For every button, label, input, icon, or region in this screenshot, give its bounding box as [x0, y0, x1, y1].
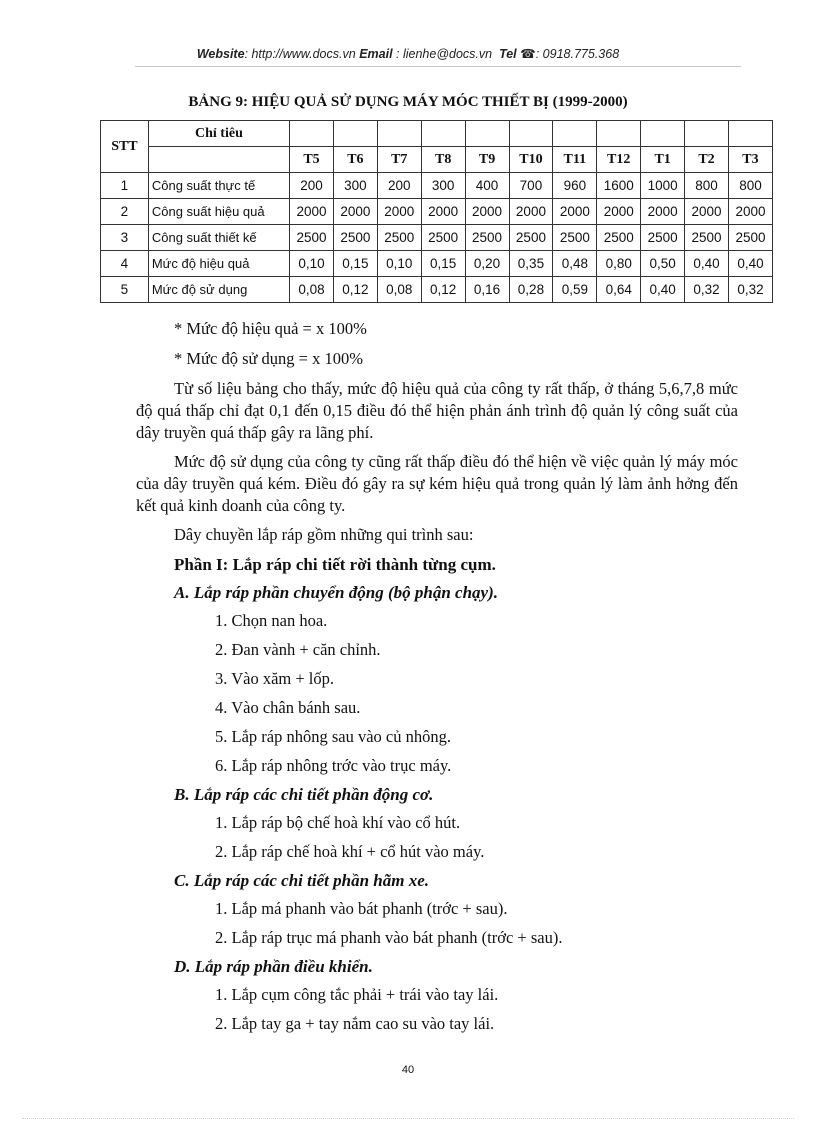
section-c-list	[136, 898, 738, 949]
table-cell: 0,08	[290, 277, 334, 303]
month-header: T9	[465, 147, 509, 173]
part-heading: Phần I: Lắp ráp chi tiết rời thành từng cụm.	[174, 555, 496, 574]
table-cell: 400	[465, 173, 509, 199]
table-cell: 2000	[333, 199, 377, 225]
table-cell: 2500	[553, 225, 597, 251]
table-cell: 2500	[333, 225, 377, 251]
table-cell: 200	[377, 173, 421, 199]
list-item: 6. Lắp ráp nhông trớc vào trục máy.	[215, 756, 452, 775]
website-value: : http://www.docs.vn	[244, 47, 356, 61]
table-cell: 0,50	[641, 251, 685, 277]
table-cell: 300	[333, 173, 377, 199]
table-cell: 0,10	[290, 251, 334, 277]
list-item: 2. Lắp tay ga + tay nắm cao su vào tay lái.	[215, 1014, 495, 1033]
table-cell: 2500	[728, 225, 772, 251]
list-item: 2. Lắp ráp trục má phanh vào bát phanh (trớc + sau).	[215, 928, 563, 947]
month-header-row	[101, 147, 773, 173]
table-cell: 2000	[377, 199, 421, 225]
table-cell: 2000	[553, 199, 597, 225]
assembly-intro: Dây chuyền lắp ráp gồm những qui trình sau:	[174, 525, 474, 544]
header-divider	[135, 66, 741, 67]
list-item: 1. Lắp ráp bộ chế hoà khí vào cổ hút.	[215, 813, 461, 832]
table-cell: 0,32	[685, 277, 729, 303]
table-cell: 2500	[421, 225, 465, 251]
table-cell: 0,64	[597, 277, 641, 303]
table-cell: 0,35	[509, 251, 553, 277]
table-cell: 2000	[685, 199, 729, 225]
list-item: 5. Lắp ráp nhông sau vào củ nhông.	[215, 727, 451, 746]
list-item: 4. Vào chân bánh sau.	[215, 698, 361, 717]
table-title: BẢNG 9: HIỆU QUẢ SỬ DỤNG MÁY MÓC THIẾT BỊ (1999-2000)	[188, 94, 628, 110]
table-row	[101, 199, 773, 225]
tel-value: : 0918.775.368	[535, 47, 620, 61]
table-cell: 0,08	[377, 277, 421, 303]
table-cell: 2500	[509, 225, 553, 251]
list-item: 2. Lắp ráp chế hoà khí + cổ hút vào máy.	[215, 842, 485, 861]
table-cell: 2500	[290, 225, 334, 251]
page-number: 40	[401, 1064, 415, 1076]
table-cell: 800	[728, 173, 772, 199]
table-cell: 960	[553, 173, 597, 199]
row-number: 2	[101, 199, 149, 225]
table-cell: 1600	[597, 173, 641, 199]
month-header: T12	[597, 147, 641, 173]
section-c-heading: C. Lắp ráp các chi tiết phần hãm xe.	[174, 871, 429, 890]
paragraph-usage: Mức độ sử dụng của công ty cũng rất thấp điều đó thể hiện về việc quản lý máy móc của dây truyền quá kém. Điều đó gây ra sự kém hiệu quả trong quản lý làm ảnh hởng đến kết quả kinh doanh của công ty.	[136, 452, 738, 515]
email-value: : lienhe@docs.vn	[396, 47, 493, 61]
row-label: Mức độ sử dụng	[148, 277, 289, 303]
row-label: Công suất thực tế	[148, 173, 289, 199]
month-header: T3	[728, 147, 772, 173]
table-cell: 0,40	[728, 251, 772, 277]
table-cell: 0,28	[509, 277, 553, 303]
stt-header: STT	[101, 121, 149, 173]
table-cell: 2000	[728, 199, 772, 225]
table-cell: 0,15	[421, 251, 465, 277]
list-item: 3. Vào xăm + lốp.	[215, 669, 334, 688]
table-cell: 2000	[641, 199, 685, 225]
section-d-list	[136, 984, 738, 1035]
table-cell: 2000	[597, 199, 641, 225]
month-header: T5	[290, 147, 334, 173]
table-cell: 2000	[421, 199, 465, 225]
table-cell: 2500	[685, 225, 729, 251]
table-cell: 2500	[641, 225, 685, 251]
phone-icon: ☎	[520, 47, 536, 61]
list-item: 2. Đan vành + căn chỉnh.	[215, 640, 381, 659]
list-item: 1. Lắp cụm công tắc phải + trái vào tay lái.	[215, 985, 499, 1004]
table-cell: 2500	[377, 225, 421, 251]
body-text	[136, 318, 738, 1042]
table-cell: 2500	[465, 225, 509, 251]
section-a-heading: A. Lắp ráp phần chuyển động (bộ phận chạy).	[174, 583, 498, 602]
table-cell: 0,48	[553, 251, 597, 277]
table-cell: 0,16	[465, 277, 509, 303]
month-header: T1	[641, 147, 685, 173]
list-item: 1. Chọn nan hoa.	[215, 611, 328, 630]
table-cell: 0,20	[465, 251, 509, 277]
month-header: T11	[553, 147, 597, 173]
month-header: T8	[421, 147, 465, 173]
table-body	[101, 173, 773, 303]
table-row	[101, 225, 773, 251]
month-header: T6	[333, 147, 377, 173]
table-cell: 700	[509, 173, 553, 199]
table-cell: 0,12	[421, 277, 465, 303]
row-label: Mức độ hiệu quả	[148, 251, 289, 277]
tel-label: Tel	[499, 47, 517, 61]
website-label: Website	[196, 47, 245, 61]
formula-usage: * Mức độ sử dụng = x 100%	[174, 349, 363, 368]
row-number: 4	[101, 251, 149, 277]
table-cell: 0,15	[333, 251, 377, 277]
page-header	[0, 46, 816, 61]
table-cell: 0,10	[377, 251, 421, 277]
formula-efficiency: * Mức độ hiệu quả = x 100%	[174, 319, 367, 338]
month-header: T7	[377, 147, 421, 173]
table-cell: 0,12	[333, 277, 377, 303]
email-label: Email	[359, 47, 393, 61]
table-cell: 2000	[509, 199, 553, 225]
month-header: T2	[685, 147, 729, 173]
list-item: 1. Lắp má phanh vào bát phanh (trớc + sau).	[215, 899, 508, 918]
row-number: 3	[101, 225, 149, 251]
section-a-list	[136, 610, 738, 777]
section-b-list	[136, 812, 738, 863]
table-cell: 300	[421, 173, 465, 199]
table-cell: 2000	[465, 199, 509, 225]
table-cell: 1000	[641, 173, 685, 199]
table-row	[101, 251, 773, 277]
row-label: Công suất hiệu quả	[148, 199, 289, 225]
table-cell: 0,40	[685, 251, 729, 277]
efficiency-table	[100, 120, 773, 303]
table-cell: 0,32	[728, 277, 772, 303]
month-header: T10	[509, 147, 553, 173]
table-cell: 0,59	[553, 277, 597, 303]
table-row	[101, 277, 773, 303]
table-cell: 0,80	[597, 251, 641, 277]
table-cell: 0,40	[641, 277, 685, 303]
criteria-header: Chỉ tiêu	[148, 121, 289, 147]
table-row	[101, 173, 773, 199]
table-cell: 800	[685, 173, 729, 199]
footer-divider	[22, 1118, 794, 1119]
section-b-heading: B. Lắp ráp các chi tiết phần động cơ.	[174, 785, 434, 804]
table-cell: 2000	[290, 199, 334, 225]
section-d-heading: D. Lắp ráp phần điều khiển.	[174, 957, 373, 976]
row-number: 1	[101, 173, 149, 199]
table-cell: 200	[290, 173, 334, 199]
row-number: 5	[101, 277, 149, 303]
paragraph-efficiency: Từ số liệu bảng cho thấy, mức độ hiệu quả của công ty rất thấp, ở tháng 5,6,7,8 mức độ quá thấp chỉ đạt 0,1 đến 0,15 điều đó thể hiện phản ánh trình độ quản lý công suất của dây truyền quá thấp gây ra lãng phí.	[136, 379, 738, 442]
table-cell: 2500	[597, 225, 641, 251]
row-label: Công suất thiết kế	[148, 225, 289, 251]
